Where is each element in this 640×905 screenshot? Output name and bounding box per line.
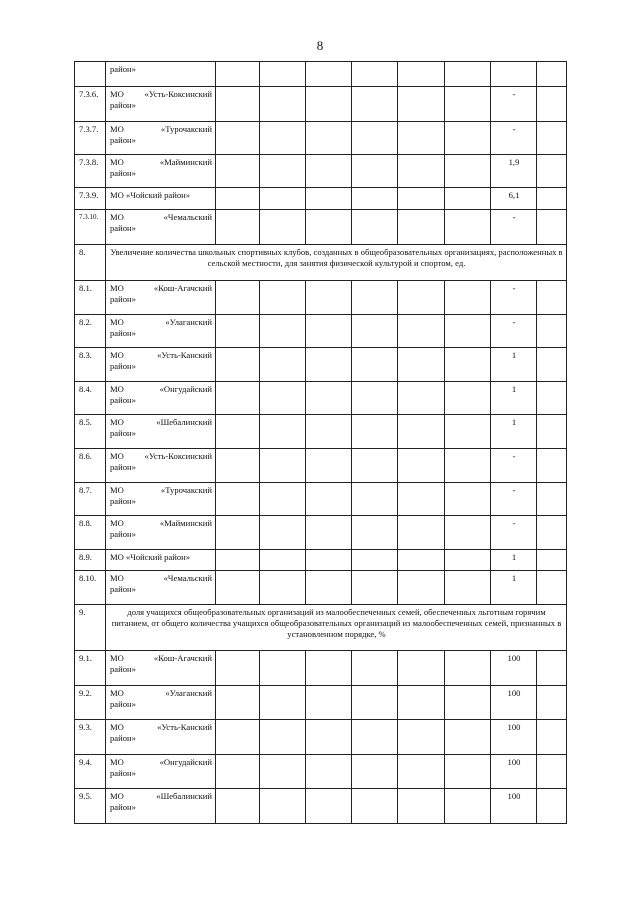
- empty-cell: [445, 720, 491, 755]
- municipality-name-line1: МО «Усть-Канский: [110, 350, 212, 360]
- municipality-name-line1: МО «Майминский: [110, 157, 212, 167]
- empty-cell: [352, 651, 398, 686]
- municipality-name: [106, 720, 216, 755]
- empty-cell: [398, 550, 445, 571]
- empty-cell: [352, 483, 398, 516]
- municipality-name-line1: МО «Усть-Канский: [110, 722, 212, 732]
- empty-cell: [398, 348, 445, 382]
- empty-cell: [398, 382, 445, 415]
- empty-cell: [537, 210, 567, 245]
- empty-cell: [306, 315, 352, 348]
- municipality-name-line1: МО «Усть-Коксинский: [110, 89, 212, 99]
- municipality-name: [106, 651, 216, 686]
- table-row: [75, 281, 567, 315]
- indicator-value: 1: [491, 415, 537, 449]
- municipality-name: [106, 686, 216, 720]
- empty-cell: [445, 571, 491, 605]
- empty-cell: [537, 449, 567, 483]
- empty-cell: [537, 415, 567, 449]
- row-number: 9.3.: [75, 720, 106, 755]
- indicator-value: 6,1: [491, 188, 537, 210]
- municipality-name-line1: МО «Чемальский: [110, 212, 212, 222]
- empty-cell: [352, 62, 398, 87]
- empty-cell: [398, 87, 445, 122]
- empty-cell: [445, 281, 491, 315]
- empty-cell: [445, 188, 491, 210]
- table-row: [75, 382, 567, 415]
- empty-cell: [352, 686, 398, 720]
- municipality-name-line1: МО «Шебалинский: [110, 417, 212, 427]
- empty-cell: [352, 155, 398, 188]
- municipality-name: [106, 571, 216, 605]
- empty-cell: [216, 188, 260, 210]
- indicator-value: 100: [491, 789, 537, 824]
- row-number: 9.4.: [75, 755, 106, 789]
- row-number: 9.: [75, 605, 106, 651]
- empty-cell: [537, 755, 567, 789]
- empty-cell: [398, 62, 445, 87]
- empty-cell: [537, 483, 567, 516]
- municipality-name-line2: район»: [110, 223, 136, 233]
- empty-cell: [260, 571, 306, 605]
- row-number: [75, 62, 106, 87]
- municipality-name-line2: район»: [110, 135, 136, 145]
- indicator-value: 1: [491, 571, 537, 605]
- empty-cell: [306, 382, 352, 415]
- empty-cell: [216, 686, 260, 720]
- municipality-name-line1: МО «Онгудайский: [110, 757, 212, 767]
- empty-cell: [537, 789, 567, 824]
- empty-cell: [260, 62, 306, 87]
- municipality-name: [106, 281, 216, 315]
- empty-cell: [260, 348, 306, 382]
- row-number: 9.1.: [75, 651, 106, 686]
- empty-cell: [352, 550, 398, 571]
- table-row: [75, 571, 567, 605]
- empty-cell: [260, 382, 306, 415]
- empty-cell: [445, 87, 491, 122]
- empty-cell: [537, 720, 567, 755]
- row-number: 8.6.: [75, 449, 106, 483]
- row-number: 8.5.: [75, 415, 106, 449]
- indicators-table: [74, 61, 567, 824]
- municipality-name: [106, 550, 216, 571]
- empty-cell: [216, 382, 260, 415]
- indicator-value: 100: [491, 720, 537, 755]
- table-row: [75, 62, 567, 87]
- empty-cell: [216, 755, 260, 789]
- table-row: [75, 720, 567, 755]
- empty-cell: [352, 755, 398, 789]
- empty-cell: [445, 449, 491, 483]
- municipality-name-line1: МО «Кош-Агачский: [110, 283, 212, 293]
- empty-cell: [260, 210, 306, 245]
- empty-cell: [306, 483, 352, 516]
- empty-cell: [398, 188, 445, 210]
- empty-cell: [306, 122, 352, 155]
- table-row: [75, 155, 567, 188]
- empty-cell: [216, 87, 260, 122]
- empty-cell: [260, 188, 306, 210]
- indicator-value: -: [491, 122, 537, 155]
- municipality-name: [106, 755, 216, 789]
- empty-cell: [306, 720, 352, 755]
- section-row: [75, 245, 567, 281]
- row-number: 7.3.6.: [75, 87, 106, 122]
- municipality-name-line2: район»: [110, 664, 136, 674]
- municipality-name: [106, 449, 216, 483]
- indicator-value: 100: [491, 651, 537, 686]
- municipality-name-line1: МО «Усть-Коксинский: [110, 451, 212, 461]
- empty-cell: [537, 571, 567, 605]
- empty-cell: [445, 789, 491, 824]
- empty-cell: [537, 281, 567, 315]
- empty-cell: [306, 155, 352, 188]
- municipality-name-line2: район»: [110, 802, 136, 812]
- empty-cell: [445, 483, 491, 516]
- indicator-value: 100: [491, 686, 537, 720]
- empty-cell: [260, 483, 306, 516]
- empty-cell: [306, 348, 352, 382]
- municipality-name: [106, 188, 216, 210]
- section-title: Увеличение количества школьных спортивных клубов, созданных в общеобразовательных организациях, расположенных в сельской местности, для занятия физической культурой и спортом, ед.: [106, 245, 567, 281]
- municipality-name-line2: район»: [110, 168, 136, 178]
- indicator-value: -: [491, 281, 537, 315]
- empty-cell: [445, 348, 491, 382]
- empty-cell: [398, 122, 445, 155]
- indicator-value: [491, 62, 537, 87]
- empty-cell: [398, 755, 445, 789]
- municipality-name-line2: район»: [110, 100, 136, 110]
- empty-cell: [260, 449, 306, 483]
- municipality-name-line2: район»: [110, 428, 136, 438]
- row-number: 7.3.8.: [75, 155, 106, 188]
- empty-cell: [260, 686, 306, 720]
- row-number: 8.10.: [75, 571, 106, 605]
- municipality-name-line1: МО «Турочакский: [110, 485, 212, 495]
- empty-cell: [352, 188, 398, 210]
- municipality-name: [106, 210, 216, 245]
- empty-cell: [445, 315, 491, 348]
- municipality-name: [106, 382, 216, 415]
- municipality-name: [106, 62, 216, 87]
- indicator-value: 1,9: [491, 155, 537, 188]
- municipality-name-line2: район»: [110, 699, 136, 709]
- empty-cell: [398, 315, 445, 348]
- empty-cell: [306, 210, 352, 245]
- empty-cell: [537, 155, 567, 188]
- empty-cell: [260, 789, 306, 824]
- indicator-value: -: [491, 516, 537, 550]
- municipality-name-line1: МО «Онгудайский: [110, 384, 212, 394]
- empty-cell: [537, 315, 567, 348]
- empty-cell: [352, 281, 398, 315]
- municipality-name-line2: район»: [110, 64, 136, 74]
- table-row: [75, 686, 567, 720]
- empty-cell: [537, 87, 567, 122]
- municipality-name: [106, 315, 216, 348]
- empty-cell: [352, 789, 398, 824]
- empty-cell: [260, 87, 306, 122]
- municipality-name-line2: район»: [110, 328, 136, 338]
- row-number: 8.8.: [75, 516, 106, 550]
- municipality-name-line1: МО «Улаганский: [110, 317, 212, 327]
- row-number: 8.7.: [75, 483, 106, 516]
- municipality-name-line1: МО «Турочакский: [110, 124, 212, 134]
- empty-cell: [537, 550, 567, 571]
- empty-cell: [537, 62, 567, 87]
- empty-cell: [306, 686, 352, 720]
- empty-cell: [445, 210, 491, 245]
- row-number: 7.3.9.: [75, 188, 106, 210]
- empty-cell: [445, 382, 491, 415]
- empty-cell: [398, 571, 445, 605]
- empty-cell: [352, 87, 398, 122]
- empty-cell: [260, 755, 306, 789]
- municipality-name: [106, 155, 216, 188]
- empty-cell: [352, 415, 398, 449]
- municipality-name-line1: МО «Майминский: [110, 518, 212, 528]
- empty-cell: [352, 122, 398, 155]
- municipality-name-line2: МО «Чойский район»: [110, 552, 191, 562]
- empty-cell: [352, 382, 398, 415]
- empty-cell: [306, 62, 352, 87]
- empty-cell: [260, 516, 306, 550]
- empty-cell: [537, 382, 567, 415]
- table-row: [75, 651, 567, 686]
- municipality-name: [106, 516, 216, 550]
- municipality-name: [106, 789, 216, 824]
- municipality-name-line2: район»: [110, 584, 136, 594]
- empty-cell: [398, 449, 445, 483]
- empty-cell: [216, 516, 260, 550]
- empty-cell: [306, 415, 352, 449]
- empty-cell: [306, 188, 352, 210]
- indicator-value: -: [491, 210, 537, 245]
- empty-cell: [216, 210, 260, 245]
- table-row: [75, 315, 567, 348]
- empty-cell: [260, 415, 306, 449]
- empty-cell: [260, 315, 306, 348]
- page-number: 8: [316, 38, 324, 53]
- municipality-name-line2: район»: [110, 294, 136, 304]
- municipality-name-line2: район»: [110, 496, 136, 506]
- empty-cell: [216, 281, 260, 315]
- empty-cell: [445, 122, 491, 155]
- table-row: [75, 210, 567, 245]
- row-number: 7.3.10.: [75, 210, 106, 245]
- empty-cell: [216, 720, 260, 755]
- municipality-name-line2: район»: [110, 361, 136, 371]
- empty-cell: [352, 348, 398, 382]
- empty-cell: [445, 651, 491, 686]
- row-number: 8.2.: [75, 315, 106, 348]
- indicator-value: -: [491, 87, 537, 122]
- row-number: 9.5.: [75, 789, 106, 824]
- empty-cell: [306, 516, 352, 550]
- empty-cell: [216, 348, 260, 382]
- empty-cell: [216, 571, 260, 605]
- row-number: 8.: [75, 245, 106, 281]
- empty-cell: [398, 483, 445, 516]
- indicator-value: 1: [491, 382, 537, 415]
- municipality-name: [106, 483, 216, 516]
- row-number: 8.1.: [75, 281, 106, 315]
- empty-cell: [445, 415, 491, 449]
- municipality-name-line1: МО «Улаганский: [110, 688, 212, 698]
- indicator-value: 1: [491, 348, 537, 382]
- empty-cell: [537, 686, 567, 720]
- municipality-name-line1: МО «Кош-Агачский: [110, 653, 212, 663]
- table-row: [75, 122, 567, 155]
- row-number: 9.2.: [75, 686, 106, 720]
- empty-cell: [216, 122, 260, 155]
- empty-cell: [398, 415, 445, 449]
- empty-cell: [306, 87, 352, 122]
- table-body: [75, 62, 567, 824]
- empty-cell: [260, 651, 306, 686]
- indicator-value: -: [491, 483, 537, 516]
- indicator-value: 100: [491, 755, 537, 789]
- table-row: [75, 550, 567, 571]
- indicator-value: -: [491, 449, 537, 483]
- empty-cell: [537, 651, 567, 686]
- table-row: [75, 449, 567, 483]
- empty-cell: [352, 315, 398, 348]
- table-row: [75, 188, 567, 210]
- row-number: 7.3.7.: [75, 122, 106, 155]
- municipality-name-line2: район»: [110, 462, 136, 472]
- table-row: [75, 483, 567, 516]
- empty-cell: [306, 449, 352, 483]
- empty-cell: [216, 449, 260, 483]
- municipality-name-line1: МО «Шебалинский: [110, 791, 212, 801]
- municipality-name-line1: МО «Чемальский: [110, 573, 212, 583]
- empty-cell: [352, 516, 398, 550]
- empty-cell: [260, 155, 306, 188]
- section-title: доля учащихся общеобразовательных организаций из малообеспеченных семей, обеспеченных льготным горячим питанием, от общего количества учащихся общеобразовательных организаций из малообеспеченных семей, признанных в установленном порядке, %: [106, 605, 567, 651]
- municipality-name: [106, 415, 216, 449]
- empty-cell: [260, 122, 306, 155]
- row-number: 8.9.: [75, 550, 106, 571]
- empty-cell: [216, 155, 260, 188]
- empty-cell: [537, 188, 567, 210]
- empty-cell: [260, 550, 306, 571]
- table-row: [75, 415, 567, 449]
- municipality-name: [106, 87, 216, 122]
- table-row: [75, 516, 567, 550]
- empty-cell: [306, 651, 352, 686]
- empty-cell: [398, 651, 445, 686]
- empty-cell: [352, 210, 398, 245]
- municipality-name-line2: район»: [110, 395, 136, 405]
- empty-cell: [352, 449, 398, 483]
- section-row: [75, 605, 567, 651]
- municipality-name-line2: район»: [110, 768, 136, 778]
- indicator-value: -: [491, 315, 537, 348]
- empty-cell: [398, 789, 445, 824]
- empty-cell: [352, 571, 398, 605]
- empty-cell: [445, 62, 491, 87]
- row-number: 8.4.: [75, 382, 106, 415]
- empty-cell: [445, 686, 491, 720]
- empty-cell: [260, 720, 306, 755]
- empty-cell: [216, 550, 260, 571]
- empty-cell: [216, 415, 260, 449]
- empty-cell: [306, 571, 352, 605]
- empty-cell: [306, 755, 352, 789]
- empty-cell: [216, 62, 260, 87]
- empty-cell: [445, 155, 491, 188]
- empty-cell: [398, 686, 445, 720]
- table-row: [75, 789, 567, 824]
- empty-cell: [216, 651, 260, 686]
- empty-cell: [398, 210, 445, 245]
- empty-cell: [216, 315, 260, 348]
- empty-cell: [398, 155, 445, 188]
- table-row: [75, 348, 567, 382]
- row-number: 8.3.: [75, 348, 106, 382]
- empty-cell: [306, 281, 352, 315]
- empty-cell: [445, 516, 491, 550]
- table-row: [75, 755, 567, 789]
- municipality-name-line2: МО «Чойский район»: [110, 190, 191, 200]
- empty-cell: [352, 720, 398, 755]
- empty-cell: [216, 789, 260, 824]
- empty-cell: [537, 122, 567, 155]
- empty-cell: [306, 789, 352, 824]
- municipality-name-line2: район»: [110, 529, 136, 539]
- empty-cell: [537, 516, 567, 550]
- empty-cell: [306, 550, 352, 571]
- indicator-value: 1: [491, 550, 537, 571]
- municipality-name: [106, 348, 216, 382]
- empty-cell: [216, 483, 260, 516]
- municipality-name: [106, 122, 216, 155]
- empty-cell: [398, 720, 445, 755]
- empty-cell: [398, 281, 445, 315]
- empty-cell: [445, 550, 491, 571]
- empty-cell: [260, 281, 306, 315]
- empty-cell: [398, 516, 445, 550]
- empty-cell: [445, 755, 491, 789]
- empty-cell: [537, 348, 567, 382]
- table-row: [75, 87, 567, 122]
- municipality-name-line2: район»: [110, 733, 136, 743]
